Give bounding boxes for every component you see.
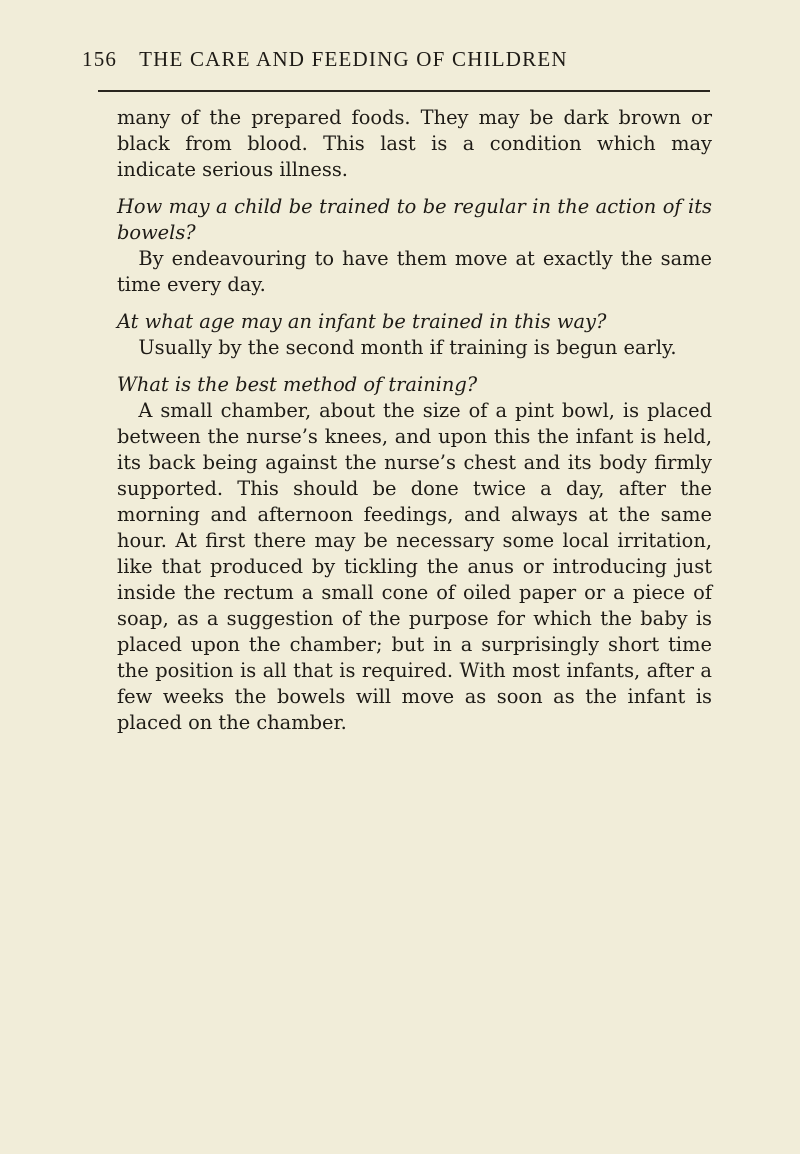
answer-paragraph: Usually by the second month if training is begun early. xyxy=(138,336,677,359)
page-number: 156 xyxy=(82,47,118,71)
question-paragraph: What is the best method of training? xyxy=(117,373,478,396)
book-page xyxy=(82,46,712,736)
question-paragraph: How may a child be trained to be regular in the action of its bowels? xyxy=(117,195,712,244)
running-head xyxy=(82,46,712,72)
answer-paragraph: A small chamber, about the size of a pint bowl, is placed between the nurse’s knees, and upon this the infant is held, its back being against the nurse’s chest and its body firmly supported. This should be done twice a day, after the morning and afternoon feedings, and always at the same hour. At first there may be necessary some local irritation, like that produced by tickling the anus or introducing just inside the rectum a small cone of oiled paper or a piece of soap, as a suggestion of the purpose for which the baby is placed upon the chamber; but in a surprisingly short time the position is all that is required. With most infants, after a few weeks the bowels will move as soon as the infant is placed on the chamber. xyxy=(117,399,712,734)
running-title: THE CARE AND FEEDING OF CHILDREN xyxy=(139,47,568,71)
paragraph-continuation: many of the prepared foods. They may be dark brown or black from blood. This last is a condition which may indicate serious illness. xyxy=(117,106,712,181)
question-paragraph: At what age may an infant be trained in this way? xyxy=(117,310,607,333)
answer-paragraph: By endeavouring to have them move at exactly the same time every day. xyxy=(117,247,712,296)
body-text xyxy=(117,105,712,736)
header-rule xyxy=(98,90,710,92)
